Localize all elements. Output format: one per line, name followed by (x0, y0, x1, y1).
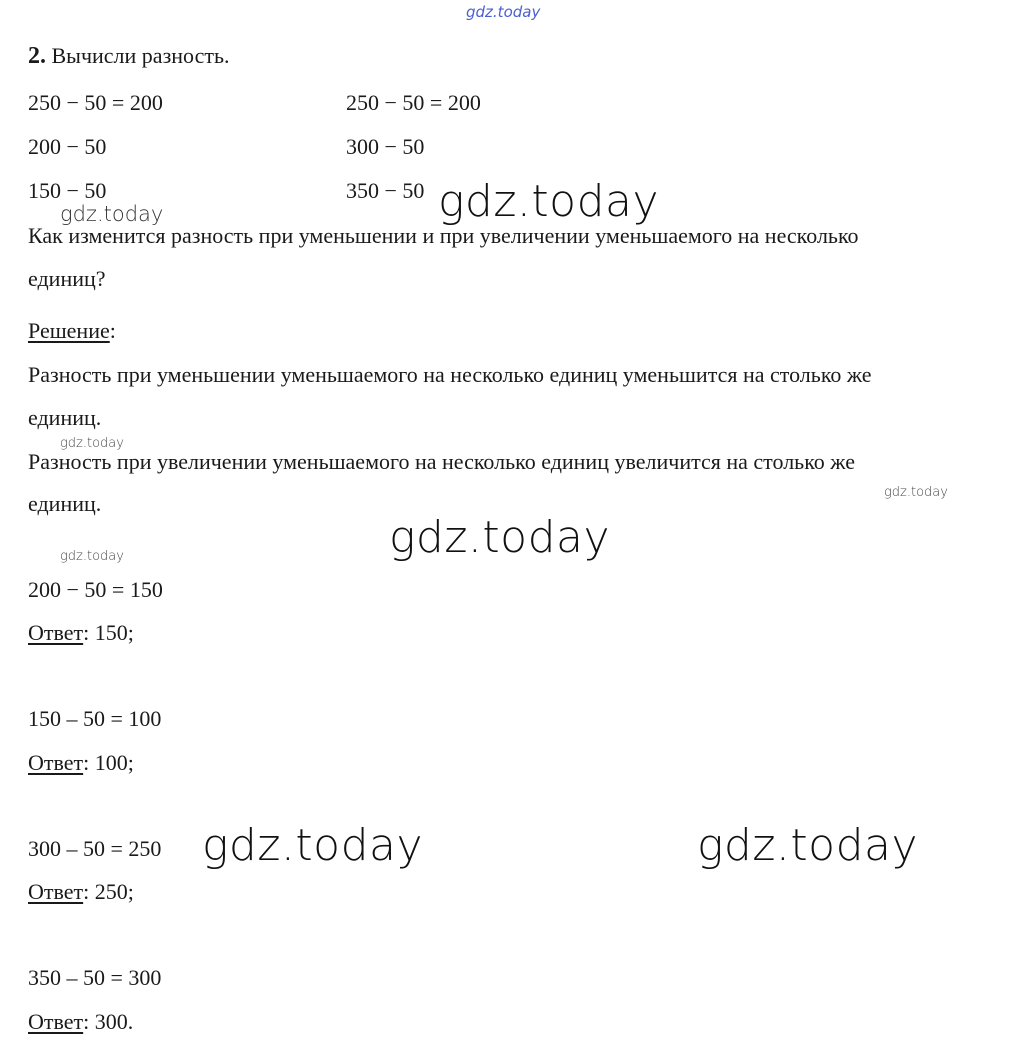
question-text: единиц? (28, 266, 106, 291)
example-right: 350 − 50 (346, 178, 425, 203)
watermark-top: gdz.today (466, 3, 541, 21)
solution-text: единиц. (28, 491, 102, 516)
task-heading (28, 44, 230, 68)
example-left: 250 − 50 = 200 (28, 90, 163, 115)
answer-equation: 300 – 50 = 250 (28, 836, 162, 861)
solution-text: Разность при увеличении уменьшаемого на несколько единиц увеличится на столько же (28, 449, 855, 474)
question-text: Как изменится разность при уменьшении и при увеличении уменьшаемого на несколько (28, 223, 859, 248)
solution-text: единиц. (28, 405, 102, 430)
answer-line: Ответ: 250; (28, 879, 134, 904)
watermark: gdz.today (60, 549, 124, 564)
watermark: gdz.today (60, 202, 164, 226)
answer-line: Ответ: 300. (28, 1009, 134, 1034)
watermark: gdz.today (438, 176, 660, 227)
watermark: gdz.today (697, 820, 919, 871)
task-number: 2. (28, 43, 46, 69)
solution-heading: Решение: (28, 318, 116, 343)
answer-line: Ответ: 100; (28, 750, 134, 775)
answer-equation: 150 – 50 = 100 (28, 706, 162, 731)
watermark: gdz.today (884, 485, 948, 500)
answer-line: Ответ: 150; (28, 620, 134, 645)
example-right: 300 − 50 (346, 134, 425, 159)
task-title: Вычисли разность. (51, 43, 230, 68)
watermark: gdz.today (202, 820, 424, 871)
solution-text: Разность при уменьшении уменьшаемого на несколько единиц уменьшится на столько же (28, 362, 872, 387)
example-right: 250 − 50 = 200 (346, 90, 481, 115)
watermark: gdz.today (60, 436, 124, 451)
answer-equation: 350 – 50 = 300 (28, 965, 162, 990)
solution-label: Решение (28, 318, 110, 343)
example-left: 200 − 50 (28, 134, 107, 159)
example-left: 150 − 50 (28, 178, 107, 203)
answer-equation: 200 − 50 = 150 (28, 577, 163, 602)
watermark: gdz.today (389, 512, 611, 563)
